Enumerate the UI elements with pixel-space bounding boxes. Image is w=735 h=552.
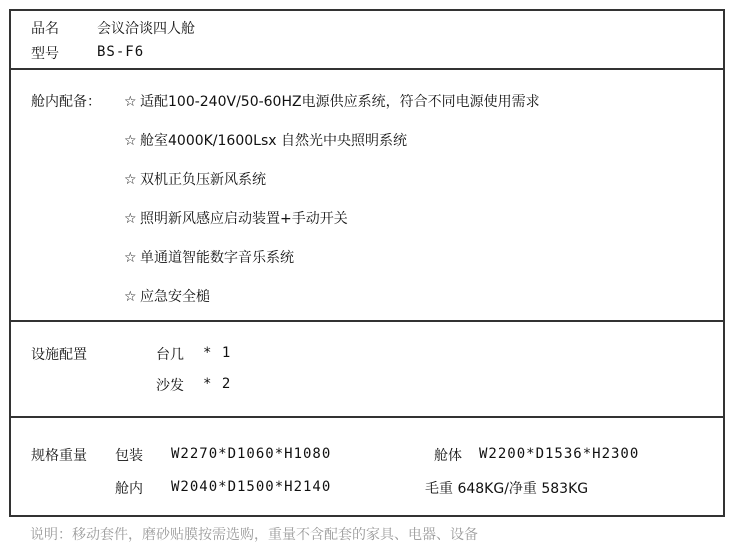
specs-label: 规格重量: [31, 448, 87, 464]
footnote: 说明：移动套件，磨砂贴膜按需选购，重量不含配套的家具、电器、设备: [30, 527, 478, 543]
product-model-label: 型号: [31, 46, 59, 62]
facility-name: 沙发: [156, 378, 184, 394]
facilities-label: 设施配置: [31, 347, 87, 363]
product-name-label: 品名: [31, 21, 59, 37]
package-label: 包装: [115, 448, 143, 464]
star-icon: ☆: [124, 172, 137, 188]
product-name-value: 会议洽谈四人舱: [97, 21, 195, 37]
star-icon: ☆: [124, 289, 137, 305]
feature-item: [124, 286, 210, 306]
feature-text: 照明新风感应启动装置+手动开关: [140, 211, 348, 227]
feature-text: 单通道智能数字音乐系统: [140, 250, 294, 266]
package-dimensions: W2270*D1060*H1080: [171, 446, 332, 462]
feature-text: 应急安全槌: [140, 289, 210, 305]
feature-item: [124, 247, 294, 267]
feature-text: 舱室4000K/1600Lsx 自然光中央照明系统: [140, 133, 407, 149]
facility-name: 台几: [156, 347, 184, 363]
feature-text: 双机正负压新风系统: [140, 172, 266, 188]
feature-item: [124, 208, 348, 228]
star-icon: ☆: [124, 133, 137, 149]
product-model-value: BS-F6: [97, 44, 145, 60]
feature-item: [124, 91, 540, 111]
features-section: [11, 70, 723, 320]
star-icon: ☆: [124, 211, 137, 227]
feature-item: [124, 169, 266, 189]
weight-text: 毛重 648KG/净重 583KG: [425, 481, 589, 497]
body-label: 舱体: [434, 448, 462, 464]
body-dimensions: W2200*D1536*H2300: [479, 446, 640, 462]
feature-item: [124, 130, 407, 150]
spec-sheet: [9, 9, 725, 517]
facility-qty: * 2: [203, 376, 232, 392]
features-label: 舱内配备：: [31, 94, 101, 110]
facility-qty: * 1: [203, 345, 232, 361]
specs-section: [11, 418, 723, 515]
inner-dimensions: W2040*D1500*H2140: [171, 479, 332, 495]
star-icon: ☆: [124, 94, 137, 110]
inner-label: 舱内: [115, 481, 143, 497]
product-section: [11, 11, 723, 67]
star-icon: ☆: [124, 250, 137, 266]
facilities-section: [11, 322, 723, 416]
feature-text: 适配100-240V/50-60HZ电源供应系统，符合不同电源使用需求: [140, 94, 540, 110]
